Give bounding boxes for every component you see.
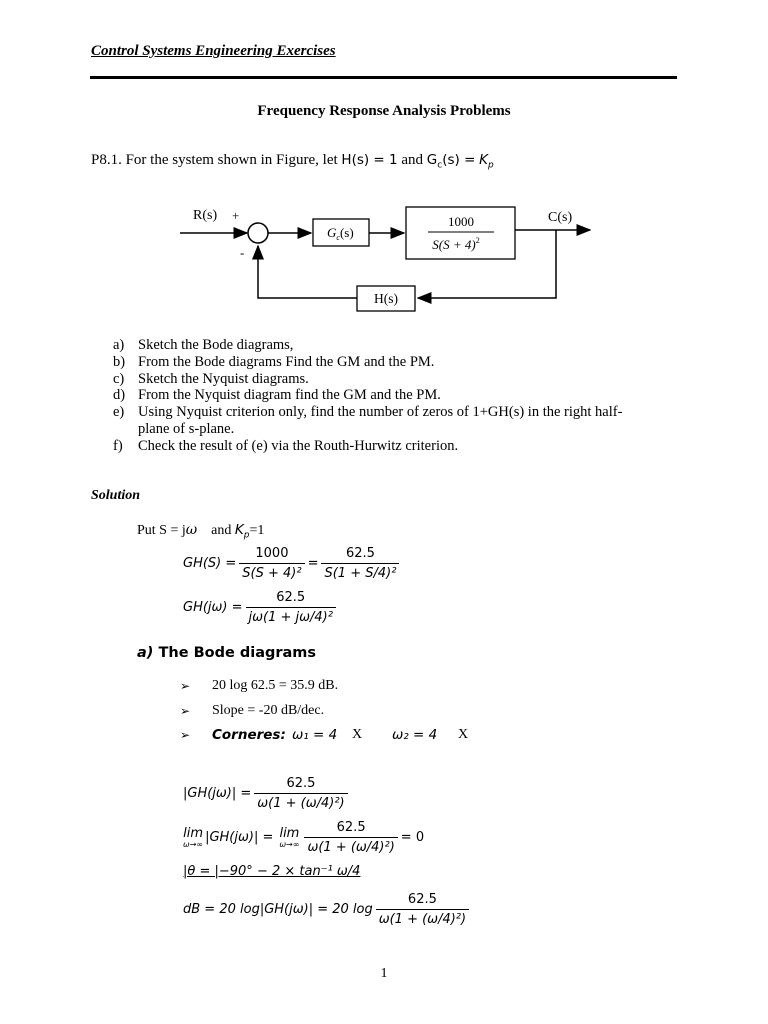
input-label: R(s)	[193, 208, 218, 223]
task-item: f) Check the result of (e) via the Routh-Hurwitz criterion.	[113, 437, 459, 454]
minus-sign: -	[240, 245, 245, 260]
summing-junction	[248, 223, 268, 243]
and-word: and	[401, 152, 424, 168]
task-item: d) From the Nyquist diagram find the GM and the PM.	[113, 387, 441, 404]
gc-equation: $G_c(s)$ =	[426, 152, 476, 171]
magnitude-equation: |GH(jω)| = $\frac{62.5}{\text{ω(1 + (ω/4)²)}}$	[183, 776, 351, 811]
task-item: plane of s-plane.	[138, 420, 235, 437]
plant-numerator: 1000	[448, 214, 474, 229]
arrow-bullet-icon: ➢	[180, 678, 191, 693]
bullet-item-corners: ➢ Corneres: ω₁ = 4 X ω₂ = 4 X	[180, 727, 469, 743]
kp-symbol: $K_p$	[479, 152, 494, 171]
plant-denominator: $S(S + 4)^2$	[432, 236, 480, 252]
h-equation: H(s) = 1	[341, 152, 398, 168]
task-item: a) Sketch the Bode diagrams,	[113, 337, 294, 353]
task-item: b) From the Bode diagrams Find the GM and the PM.	[113, 353, 435, 370]
feedback-label: H(s)	[374, 291, 398, 306]
task-list	[113, 337, 622, 455]
gh-jw-equation: GH(jω) = $\frac{62.5}{\text{jω(1 + jω/4)²}}$	[183, 590, 339, 625]
output-label: C(s)	[548, 210, 573, 225]
problem-intro: P8.1. For the system shown in Figure, let	[91, 152, 338, 168]
arrow-bullet-icon: ➢	[180, 727, 191, 742]
task-item: c) Sketch the Nyquist diagrams.	[113, 370, 309, 387]
page-title: Frequency Response Analysis Problems	[257, 103, 511, 119]
plus-sign: +	[232, 208, 240, 223]
page-number: 1	[380, 966, 388, 981]
header-rule	[90, 76, 677, 79]
problem-statement	[91, 152, 494, 171]
solution-heading: Solution	[91, 488, 141, 503]
bullet-item: ➢ 20 log 62.5 = 35.9 dB.	[180, 678, 339, 693]
block-diagram	[0, 195, 768, 320]
phase-equation: |θ = |−90° − 2 × tan⁻¹ ω/4	[183, 864, 361, 879]
gh-s-equation: GH(S) = $\frac{1000}{\text{S(S + 4)²}}$ = $\frac{62.5}{\text{S(1 + S/4)²}}$	[183, 546, 402, 581]
gc-label: $G_c(s)$	[327, 225, 354, 242]
task-item: e) Using Nyquist criterion only, find the number of zeros of 1+GH(s) in the right half-	[113, 404, 623, 421]
db-equation: dB = 20 log|GH(jω)| = 20 log $\frac{62.5}{\text{ω(1 + (ω/4)²)}}$	[183, 892, 472, 927]
bode-heading: a) The Bode diagrams	[137, 645, 317, 661]
bullet-item: ➢ Slope = -20 dB/dec.	[180, 703, 325, 718]
substitution-line: Put S = jω and $K_p=1$	[137, 522, 265, 541]
arrow-bullet-icon: ➢	[180, 703, 191, 718]
limit-equation: lim ω→∞ |GH(jω)| = lim ω→∞ $\frac{62.5}{\text{ω(1 + (ω/4)²)}}$ = 0	[183, 820, 425, 855]
running-header: Control Systems Engineering Exercises	[91, 43, 336, 59]
